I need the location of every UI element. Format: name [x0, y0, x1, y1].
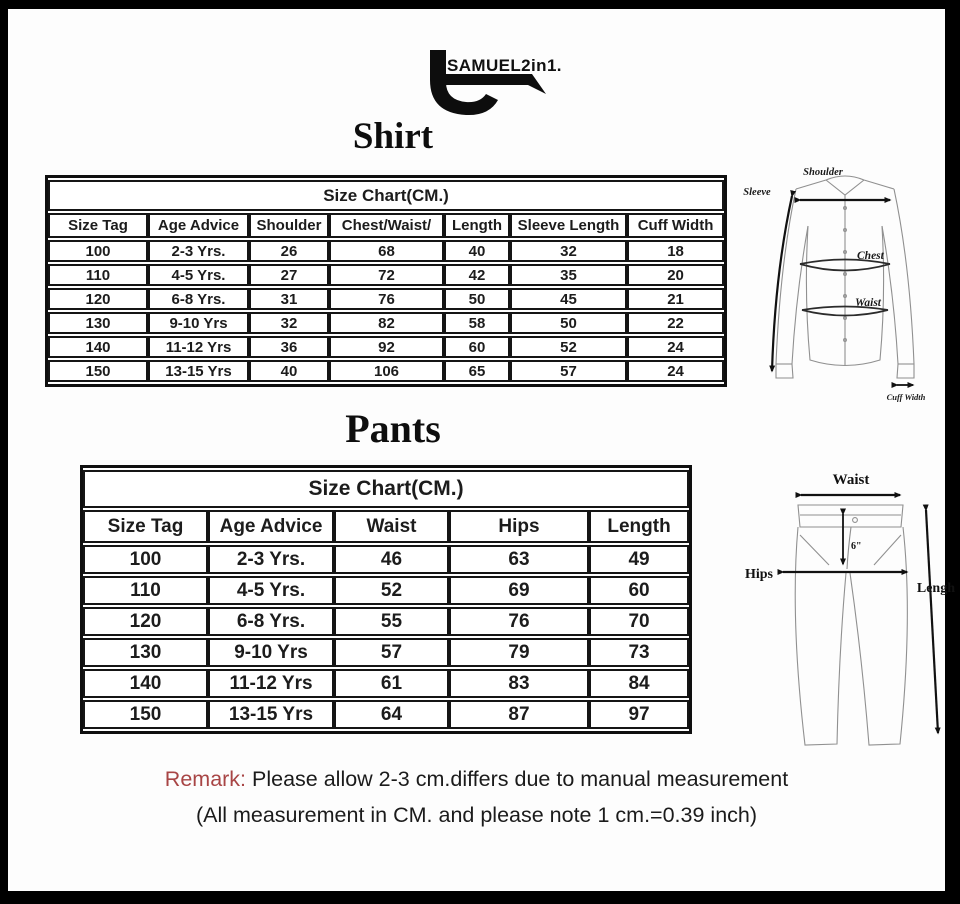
table-cell: 57 [334, 638, 449, 667]
table-cell: 83 [449, 669, 589, 698]
table-cell: 4-5 Yrs. [208, 576, 334, 605]
table-row [48, 264, 724, 286]
table-cell: 140 [48, 336, 148, 358]
table-cell: 9-10 Yrs [148, 312, 249, 334]
table-cell: 63 [449, 545, 589, 574]
table-cell: 9-10 Yrs [208, 638, 334, 667]
table-cell: 79 [449, 638, 589, 667]
shirt-table-body [48, 240, 724, 382]
table-cell: 76 [449, 607, 589, 636]
table-cell: 32 [510, 240, 627, 262]
shirt-outline-drawing [776, 176, 914, 378]
table-row [48, 288, 724, 310]
table-cell: 13-15 Yrs [148, 360, 249, 382]
chest-label: Chest [857, 250, 884, 262]
column-header: Waist [334, 510, 449, 543]
table-cell: 110 [83, 576, 208, 605]
table-cell: 69 [449, 576, 589, 605]
shirt-measurement-diagram [738, 164, 953, 404]
table-cell: 24 [627, 336, 724, 358]
column-header: Chest/Waist/ [329, 213, 444, 238]
column-header: Size Tag [83, 510, 208, 543]
pants-measurement-marks [783, 495, 938, 733]
table-cell: 120 [83, 607, 208, 636]
table-cell: 2-3 Yrs. [148, 240, 249, 262]
table-cell: 97 [589, 700, 689, 729]
table-cell: 20 [627, 264, 724, 286]
table-cell: 11-12 Yrs [148, 336, 249, 358]
table-cell: 2-3 Yrs. [208, 545, 334, 574]
table-caption-row [83, 470, 689, 508]
column-header: Shoulder [249, 213, 329, 238]
table-cell: 49 [589, 545, 689, 574]
table-cell: 87 [449, 700, 589, 729]
table-cell: 110 [48, 264, 148, 286]
waist-label: Waist [832, 472, 870, 488]
table-cell: 40 [249, 360, 329, 382]
table-row [83, 638, 689, 667]
table-row [48, 336, 724, 358]
table-cell: 70 [589, 607, 689, 636]
table-cell: 45 [510, 288, 627, 310]
table-cell: 58 [444, 312, 510, 334]
table-row [48, 312, 724, 334]
table-cell: 84 [589, 669, 689, 698]
table-cell: 130 [48, 312, 148, 334]
brand-name: SAMUEL2in1. [447, 56, 562, 75]
pants-table-body [83, 545, 689, 729]
table-cell: 92 [329, 336, 444, 358]
table-cell: 68 [329, 240, 444, 262]
table-row [83, 607, 689, 636]
table-cell: 150 [48, 360, 148, 382]
table-cell: 61 [334, 669, 449, 698]
table-cell: 60 [589, 576, 689, 605]
cuff-width-label: Cuff Width [886, 392, 926, 402]
column-header: Length [444, 213, 510, 238]
table-cell: 18 [627, 240, 724, 262]
shirt-size-table [45, 175, 727, 387]
column-header-row [83, 510, 689, 543]
table-cell: 120 [48, 288, 148, 310]
table-cell: 11-12 Yrs [208, 669, 334, 698]
table-cell: 24 [627, 360, 724, 382]
table-cell: 73 [589, 638, 689, 667]
table-cell: 42 [444, 264, 510, 286]
column-header-row [48, 213, 724, 238]
table-cell: 32 [249, 312, 329, 334]
table-cell: 57 [510, 360, 627, 382]
table-caption: Size Chart(CM.) [83, 470, 689, 508]
table-cell: 82 [329, 312, 444, 334]
rise-label: 6" [851, 541, 862, 552]
shirt-section-title: Shirt [352, 116, 434, 157]
column-header: Age Advice [148, 213, 249, 238]
table-row [83, 669, 689, 698]
table-cell: 65 [444, 360, 510, 382]
table-row [83, 700, 689, 729]
table-cell: 46 [334, 545, 449, 574]
table-cell: 100 [48, 240, 148, 262]
hips-label: Hips [744, 567, 774, 582]
column-header: Sleeve Length [510, 213, 627, 238]
table-cell: 26 [249, 240, 329, 262]
table-cell: 130 [83, 638, 208, 667]
table-row [48, 240, 724, 262]
table-row [83, 545, 689, 574]
table-cell: 64 [334, 700, 449, 729]
table-cell: 31 [249, 288, 329, 310]
table-cell: 106 [329, 360, 444, 382]
remark-line-1 [8, 761, 945, 797]
table-cell: 6-8 Yrs. [208, 607, 334, 636]
remark-line-2: (All measurement in CM. and please note 1 cm.=0.39 inch) [195, 803, 758, 827]
table-cell: 150 [83, 700, 208, 729]
table-row [83, 576, 689, 605]
table-cell: 100 [83, 545, 208, 574]
pants-measurement-diagram [733, 457, 958, 767]
table-cell: 4-5 Yrs. [148, 264, 249, 286]
column-header: Length [589, 510, 689, 543]
table-cell: 50 [444, 288, 510, 310]
table-cell: 76 [329, 288, 444, 310]
table-cell: 21 [627, 288, 724, 310]
table-caption-row [48, 180, 724, 211]
length-label: Lengh [916, 581, 955, 596]
table-cell: 13-15 Yrs [208, 700, 334, 729]
shoulder-label: Shoulder [803, 167, 843, 178]
table-cell: 50 [510, 312, 627, 334]
table-cell: 52 [510, 336, 627, 358]
table-cell: 140 [83, 669, 208, 698]
size-chart-page [8, 9, 955, 891]
table-row [48, 360, 724, 382]
table-cell: 40 [444, 240, 510, 262]
table-cell: 6-8 Yrs. [148, 288, 249, 310]
table-cell: 36 [249, 336, 329, 358]
column-header: Cuff Width [627, 213, 724, 238]
column-header: Age Advice [208, 510, 334, 543]
sleeve-label: Sleeve [743, 187, 771, 198]
waist-label: Waist [855, 297, 881, 309]
column-header: Hips [449, 510, 589, 543]
remark [8, 761, 945, 833]
table-cell: 35 [510, 264, 627, 286]
remark-text-1: Please allow 2-3 cm.differs due to manual measurement [246, 767, 789, 791]
table-cell: 52 [334, 576, 449, 605]
table-cell: 72 [329, 264, 444, 286]
table-cell: 27 [249, 264, 329, 286]
table-cell: 60 [444, 336, 510, 358]
table-cell: 22 [627, 312, 724, 334]
table-caption: Size Chart(CM.) [48, 180, 724, 211]
pants-section-title: Pants [345, 406, 441, 451]
table-cell: 55 [334, 607, 449, 636]
column-header: Size Tag [48, 213, 148, 238]
remark-label: Remark: [164, 767, 247, 791]
pants-size-table [80, 465, 692, 734]
